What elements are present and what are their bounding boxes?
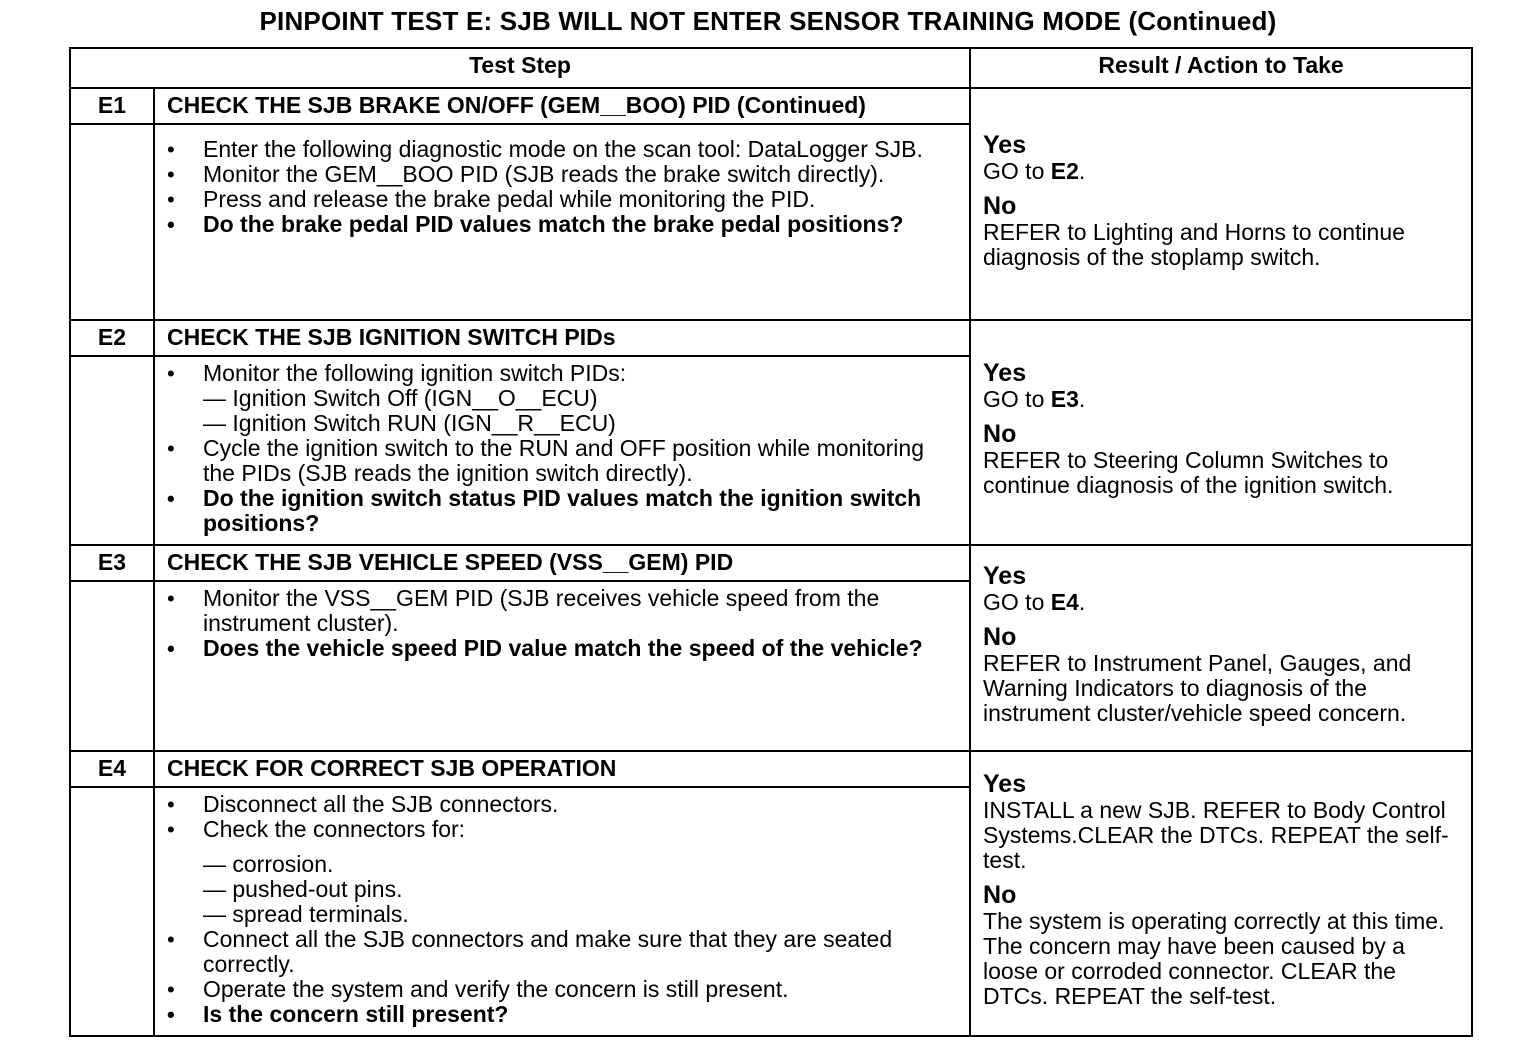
no-action: REFER to Lighting and Horns to continue diagnosis of the stoplamp switch.: [983, 218, 1405, 270]
list-item: • Check the connectors for:: [165, 817, 959, 842]
yes-label: Yes: [983, 130, 1027, 159]
step-body: [154, 787, 970, 1036]
result-cell: [970, 545, 1472, 751]
list-item: • Connect all the SJB connectors and make sure that they are seated correctly.: [165, 927, 959, 977]
result-cell: [970, 88, 1472, 320]
list-item: • Is the concern still present?: [165, 1002, 959, 1027]
step-id: E4: [70, 751, 154, 787]
step-body: [154, 356, 970, 545]
step-body: [154, 581, 970, 751]
table-row: [70, 320, 1472, 356]
list-item: — corrosion.: [203, 851, 334, 877]
no-action: REFER to Steering Column Switches to continue diagnosis of the ignition switch.: [983, 447, 1394, 498]
header-result: Result / Action to Take: [970, 48, 1472, 88]
table-row: [70, 88, 1472, 124]
list-item: • Do the brake pedal PID values match the brake pedal positions?: [165, 212, 959, 237]
list-item: • Do the ignition switch status PID values match the ignition switch positions?: [165, 486, 959, 536]
list-item: • Monitor the VSS__GEM PID (SJB receives vehicle speed from the instrument cluster).: [165, 586, 959, 636]
list-item: • Disconnect all the SJB connectors.: [165, 792, 959, 817]
yes-action: GO to E3.: [983, 386, 1086, 412]
yes-label: Yes: [983, 562, 1027, 590]
header-test-step: Test Step: [70, 48, 970, 88]
no-label: No: [983, 623, 1017, 651]
yes-label: Yes: [983, 359, 1027, 387]
list-item: • Operate the system and verify the concern is still present.: [165, 977, 959, 1002]
step-heading: CHECK THE SJB BRAKE ON/OFF (GEM__BOO) PID (Continued): [154, 88, 970, 124]
no-label: No: [983, 420, 1017, 448]
list-item: — pushed-out pins.: [203, 876, 403, 902]
page-title: PINPOINT TEST E: SJB WILL NOT ENTER SENSOR TRAINING MODE (Continued): [259, 6, 1277, 36]
step-heading: CHECK THE SJB VEHICLE SPEED (VSS__GEM) PID: [154, 545, 970, 581]
list-item: — Ignition Switch RUN (IGN__R__ECU): [203, 410, 616, 436]
list-item: • Monitor the following ignition switch PIDs:: [165, 361, 959, 386]
list-item: • Press and release the brake pedal while monitoring the PID.: [165, 187, 959, 212]
pinpoint-test-table: [69, 47, 1473, 1037]
list-item: • Enter the following diagnostic mode on the scan tool: DataLogger SJB.: [165, 137, 959, 162]
list-item: — Ignition Switch Off (IGN__O__ECU): [203, 385, 598, 411]
step-heading: CHECK FOR CORRECT SJB OPERATION: [154, 751, 970, 787]
list-item: • Cycle the ignition switch to the RUN and OFF position while monitoring the PIDs (SJB reads the ignition switch directly).: [165, 436, 959, 486]
step-body: [154, 124, 970, 320]
result-cell: [970, 751, 1472, 1036]
step-heading: CHECK THE SJB IGNITION SWITCH PIDs: [154, 320, 970, 356]
no-action: REFER to Instrument Panel, Gauges, and Warning Indicators to diagnosis of the instrument cluster/vehicle speed concern.: [983, 650, 1412, 726]
table-row: [70, 751, 1472, 787]
list-item: • Monitor the GEM__BOO PID (SJB reads the brake switch directly).: [165, 162, 959, 187]
step-id: E1: [70, 88, 154, 124]
no-label: No: [983, 881, 1017, 909]
yes-action: GO to E2.: [983, 157, 1086, 184]
table-row: [70, 545, 1472, 581]
no-action: The system is operating correctly at this time. The concern may have been caused by a loose or corroded connector. CLEAR the DTCs. REPEAT the self-test.: [983, 908, 1445, 1009]
yes-action: INSTALL a new SJB. REFER to Body Control Systems.CLEAR the DTCs. REPEAT the self-test.: [983, 797, 1449, 873]
yes-label: Yes: [983, 770, 1027, 798]
result-cell: [970, 320, 1472, 545]
no-label: No: [983, 191, 1017, 220]
list-item: • Does the vehicle speed PID value match the speed of the vehicle?: [165, 636, 959, 661]
list-item: — spread terminals.: [203, 901, 409, 927]
step-id: E3: [70, 545, 154, 581]
step-id: E2: [70, 320, 154, 356]
yes-action: GO to E4.: [983, 589, 1086, 615]
